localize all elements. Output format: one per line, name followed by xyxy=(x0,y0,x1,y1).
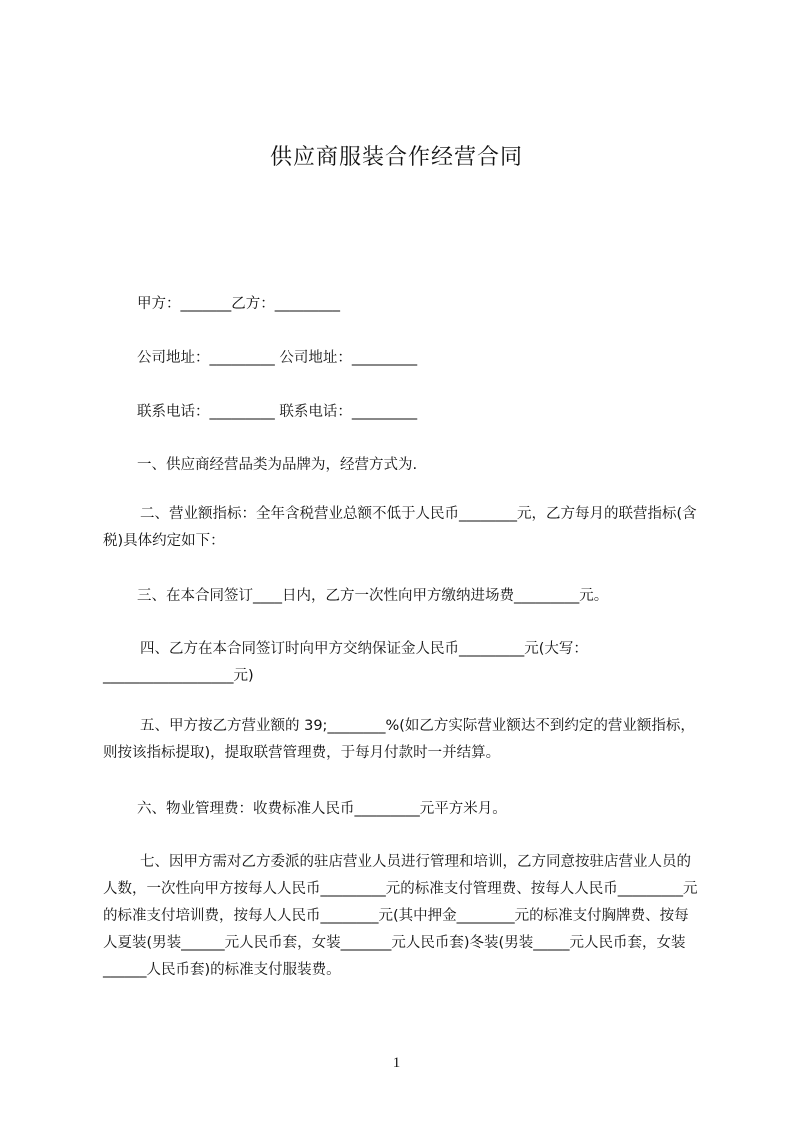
clause-5: 五、甲方按乙方营业额的 39;________%(如乙方实际营业额达不到约定的营业额指标，则按该指标提取)，提取联营管理费，于每月付款时一并结算。 xyxy=(103,718,695,761)
clause-1: 一、供应商经营品类为品牌为，经营方式为. xyxy=(137,457,418,473)
clause-3: 三、在本合同签订____日内，乙方一次性向甲方缴纳进场费_________元。 xyxy=(137,588,609,604)
clause-6: 六、物业管理费：收费标准人民币_________元平方米月。 xyxy=(137,801,507,817)
document-title: 供应商服装合作经营合同 xyxy=(269,145,523,170)
clause-2: 二、营业额指标：全年含税营业总额不低于人民币________元，乙方每月的联营指标(含税)具体约定如下： xyxy=(103,506,697,549)
page-number: 1 xyxy=(392,1055,401,1071)
clause-7: 七、因甲方需对乙方委派的驻店营业人员进行管理和培训，乙方同意按驻店营业人员的人数，一次性向甲方按每人人民币_________元的标准支付管理费、按每人人民币_________元的标准支付培训费，按每人人民币________元(其中押金________元的标准支付胸牌费、按每人夏装(男装______元人民币套，女装_______元人民币套)冬装(男装_____元人民币套，女装______人民币套)的标准支付服装费。 xyxy=(103,854,698,978)
phone-line: 联系电话：_________ 联系电话：_________ xyxy=(137,404,418,420)
address-line: 公司地址：_________ 公司地址：_________ xyxy=(137,350,418,366)
party-line: 甲方：_______乙方：_________ xyxy=(137,296,340,312)
clause-4: 四、乙方在本合同签订时向甲方交纳保证金人民币_________元(大写：__________________元) xyxy=(103,641,588,684)
